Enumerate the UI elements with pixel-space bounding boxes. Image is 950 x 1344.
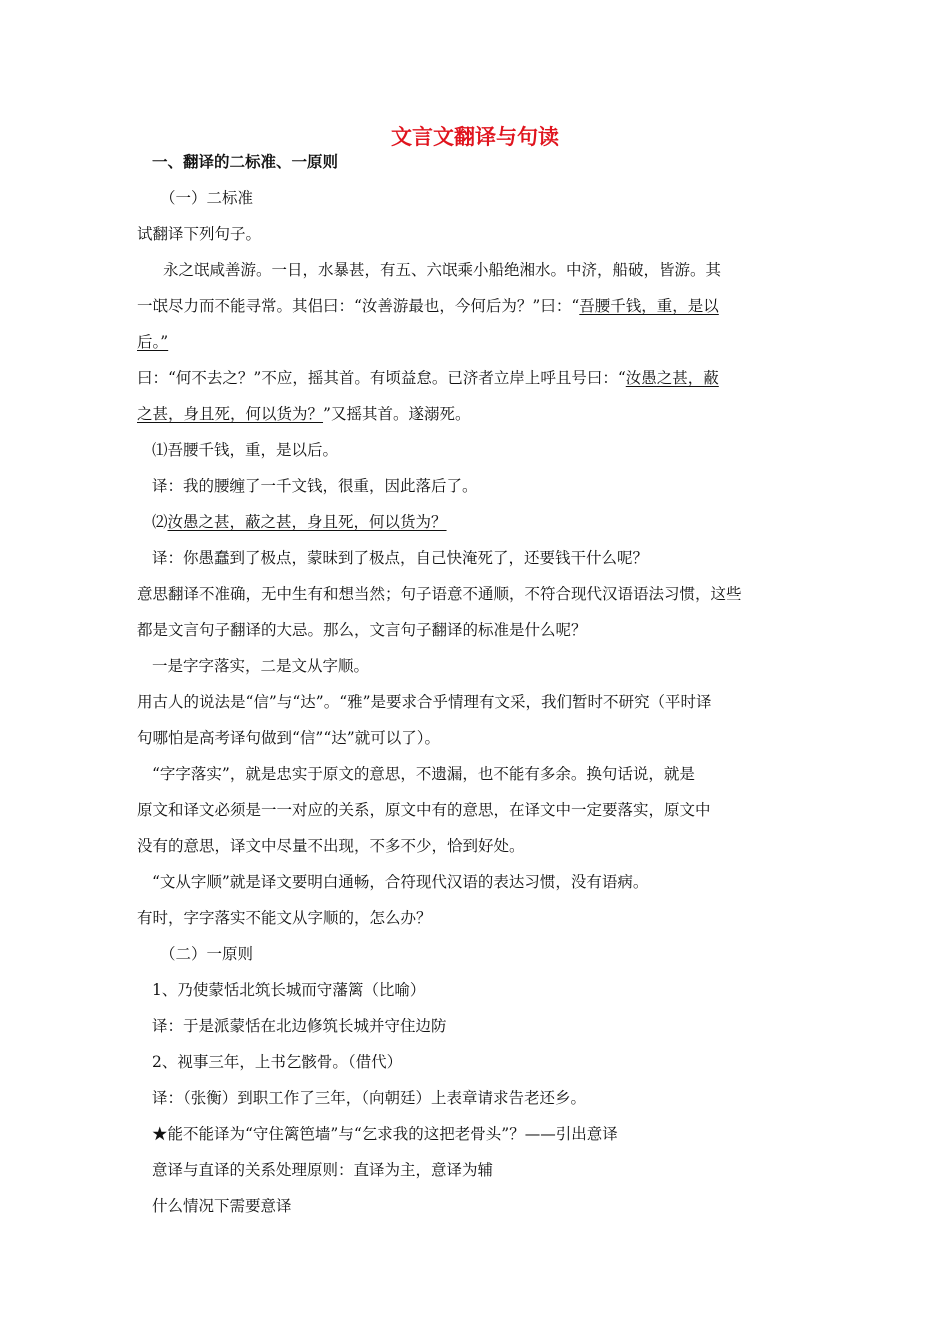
principle-rule: 意译与直译的关系处理原则：直译为主，意译为辅: [152, 1161, 494, 1179]
passage-line-3: 后。”: [137, 333, 169, 351]
passage-line-2: [137, 294, 719, 318]
passage-line-5-text: ”又摇其首。遂溺死。: [323, 405, 471, 423]
paragraph-line: 没有的意思，译文中尽量不出现，不多不少，恰到好处。: [137, 837, 525, 855]
page-title: 文言文翻译与句读: [391, 124, 559, 149]
section-heading: 一、翻译的二标准、一原则: [152, 153, 339, 171]
passage-line-4: [137, 366, 719, 390]
subsection-heading-standards: （一）二标准: [160, 189, 254, 207]
passage-line-5-underlined: 之甚，身且死，何以货为？: [137, 405, 324, 423]
example-2: 2、视事三年，上书乞骸骨。（借代）: [152, 1053, 403, 1071]
paragraph-line: “字字落实”，就是忠实于原文的意思，不遗漏，也不能有多余。换句话说，就是: [152, 765, 695, 783]
paragraph-line: 都是文言句子翻译的大忌。那么，文言句子翻译的标准是什么呢？: [137, 621, 587, 639]
paragraph-line: 用古人的说法是“信”与“达”。“雅”是要求合乎情理有文采，我们暂时不研究（平时译: [137, 693, 712, 711]
question-2: [152, 510, 447, 534]
passage-line-4-text: 曰：“何不去之？”不应，摇其首。有顷益怠。已济者立岸上呼且号曰：“: [137, 369, 626, 387]
question-1: ⑴吾腰千钱，重，是以后。: [152, 441, 339, 459]
example-2-translation: 译：（张衡）到职工作了三年，（向朝廷）上表章请求告老还乡。: [152, 1089, 587, 1107]
question-2-number: ⑵: [152, 513, 168, 531]
subsection-heading-principle: （二）一原则: [160, 945, 254, 963]
prompt-text: 试翻译下列句子。: [137, 225, 262, 243]
answer-1: 译：我的腰缠了一千文钱，很重，因此落后了。: [152, 477, 478, 495]
paragraph-line: 有时，字字落实不能文从字顺的，怎么办？: [137, 909, 432, 927]
passage-line-2-text: 一氓尽力而不能寻常。其侣曰：“汝善游最也，今何后为？”曰：“: [137, 297, 580, 315]
passage-line-5: [137, 402, 470, 426]
paragraph-line: 意思翻译不准确，无中生有和想当然；句子语意不通顺，不符合现代汉语语法习惯，这些: [137, 585, 742, 603]
star-note: ★能不能译为“守住篱笆墙”与“乞求我的这把老骨头”？——引出意译: [152, 1125, 618, 1143]
passage-line-1: 永之氓咸善游。一日，水暴甚，有五、六氓乘小船绝湘水。中济，船破，皆游。其: [163, 261, 722, 279]
question-2-underlined: 汝愚之甚，蔽之甚，身且死，何以货为？: [167, 513, 447, 531]
passage-line-4-underlined: 汝愚之甚，蔽: [625, 369, 719, 387]
paragraph-line: 原文和译文必须是一一对应的关系，原文中有的意思，在译文中一定要落实，原文中: [137, 801, 711, 819]
passage-line-2-underlined: 吾腰千钱，重，是以: [579, 297, 719, 315]
final-question: 什么情况下需要意译: [152, 1197, 292, 1215]
paragraph-line: “文从字顺”就是译文要明白通畅，合符现代汉语的表达习惯，没有语病。: [152, 873, 649, 891]
paragraph-line: 一是字字落实，二是文从字顺。: [152, 657, 370, 675]
example-1-translation: 译：于是派蒙恬在北边修筑长城并守住边防: [152, 1017, 447, 1035]
answer-2: 译：你愚蠢到了极点，蒙昧到了极点，自己快淹死了，还要钱干什么呢？: [152, 549, 649, 567]
paragraph-line: 句哪怕是高考译句做到“信”“达”就可以了）。: [137, 729, 440, 747]
example-1: 1、乃使蒙恬北筑长城而守藩篱（比喻）: [152, 981, 426, 999]
